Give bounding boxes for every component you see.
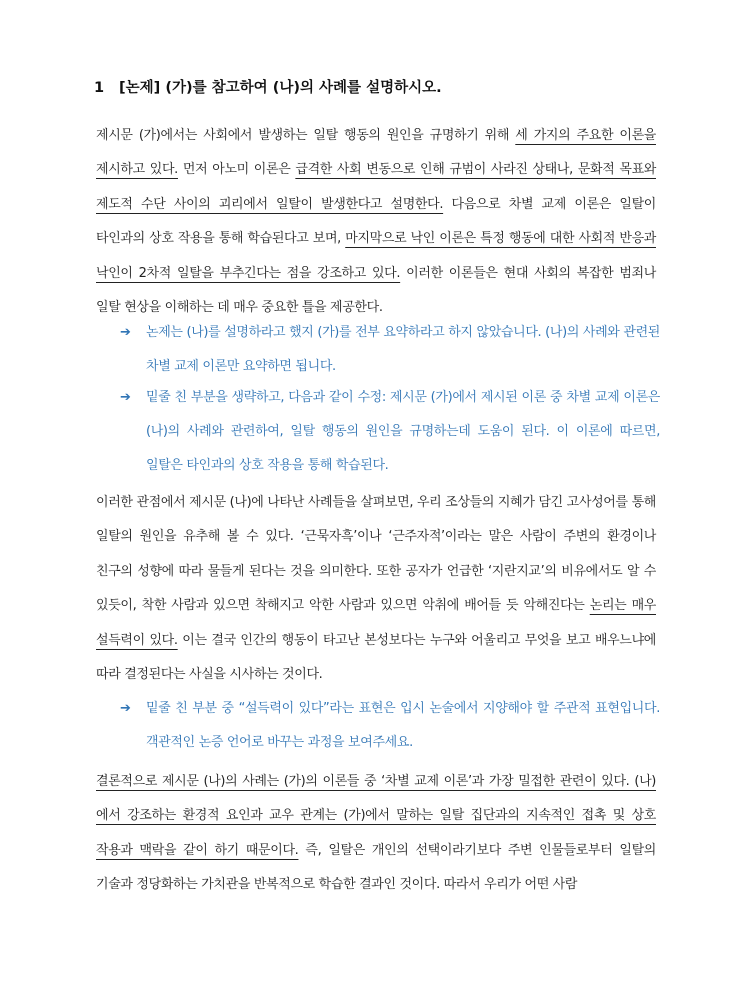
paragraph-text: 제시문 (가)에서는 사회에서 발생하는 일탈 행동의 원인을 규명하기 위해	[96, 128, 516, 143]
paragraph-conclusion	[96, 765, 656, 903]
underlined-text: 결론적으로 제시문 (나)의 사례는 (가)의 이론들 중 ‘차별 교제 이론’과 가장 밀접한 관련이 있다. (나)에서 강조하는 환경적 요인과 교우 관계는 (가)에서 말하는 일탈 집단과의 지속적인 접촉 및 상호 작용과 맥락을 같이 하기 때문이다.	[96, 774, 656, 858]
feedback-note	[120, 692, 660, 760]
underlined-text: 급격한 사회 변동으로 인해 규범이 사라진 상태나, 문화적 목표와 제도적 수단 사이의 괴리에서 일탈이 발생한다고 설명한다.	[96, 162, 656, 212]
paragraph-text: 이러한 이론들은 현대 사회의 복잡한 범죄나 일탈 현상을 이해하는 데 매우 중요한 틀을 제공한다.	[96, 265, 656, 316]
feedback-note	[120, 316, 660, 384]
feedback-note	[120, 381, 660, 482]
arrow-right-icon: ➔	[120, 390, 131, 405]
feedback-text: 밑줄 친 부분을 생략하고, 다음과 같이 수정: 제시문 (가)에서 제시된 이론 중 차별 교제 이론은 (나)의 사례와 관련하여, 일탈 행동의 원인을 규명하는데 도움이 된다. 이 이론에 따르면, 일탈은 타인과의 상호 작용을 통해 학습된다.	[146, 390, 660, 473]
paragraph-text: 다음으로 차별 교제 이론은 일탈이 타인과의 상호 작용을 통해 학습된다고 보며,	[96, 196, 656, 247]
arrow-right-icon: ➔	[120, 325, 131, 340]
question-title: [논제] (가)를 참고하여 (나)의 사례를 설명하시오.	[119, 80, 442, 96]
feedback-text: 밑줄 친 부분 중 “설득력이 있다”라는 표현은 입시 논술에서 지양해야 할 주관적 표현입니다. 객관적인 논증 언어로 바꾸는 과정을 보여주세요.	[146, 701, 660, 750]
question-number: 1	[94, 80, 105, 96]
paragraph-text: 먼저 아노미 이론은	[177, 162, 296, 178]
underlined-text: 논리는 매우 설득력이 있다.	[96, 598, 656, 648]
paragraph-text: 이는 결국 인간의 행동이 타고난 본성보다는 누구와 어울리고 무엇을 보고 배우느냐에 따라 결정된다는 사실을 시사하는 것이다.	[96, 632, 656, 683]
question-heading	[94, 76, 442, 97]
paragraph-text: 이러한 관점에서 제시문 (나)에 나타난 사례들을 살펴보면, 우리 조상들의 지혜가 담긴 고사성어를 통해 일탈의 원인을 유추해 볼 수 있다. ‘근묵자흑’이나 ‘근주자적’이라는 말은 사람이 주변의 환경이나 친구의 성향에 따라 물들게 된다는 것을 의미한다. 또한 공자가 언급한 ‘지란지교’의 비유에서도 알 수 있듯이, 착한 사람과 있으면 착해지고 악한 사람과 있으면 악취에 배어들 듯 악해진다는	[96, 495, 656, 614]
arrow-right-icon: ➔	[120, 701, 131, 716]
paragraph-intro	[96, 119, 656, 325]
paragraph-text: 즉, 일탈은 개인의 선택이라기보다 주변 인물들로부터 일탈의 기술과 정당화하는 가치관을 반복적으로 학습한 결과인 것이다. 따라서 우리가 어떤 사람	[96, 842, 656, 893]
underlined-text: 마지막으로 낙인 이론은 특정 행동에 대한 사회적 반응과 낙인이 2차적 일탈을 부추긴다는 점을 강조하고 있다.	[96, 231, 656, 281]
paragraph-analysis	[96, 486, 656, 692]
underlined-text: 세 가지의 주요한 이론을 제시하고 있다.	[96, 128, 656, 178]
feedback-text: 논제는 (나)를 설명하라고 했지 (가)를 전부 요약하라고 하지 않았습니다. (나)의 사례와 관련된 차별 교제 이론만 요약하면 됩니다.	[146, 325, 660, 374]
